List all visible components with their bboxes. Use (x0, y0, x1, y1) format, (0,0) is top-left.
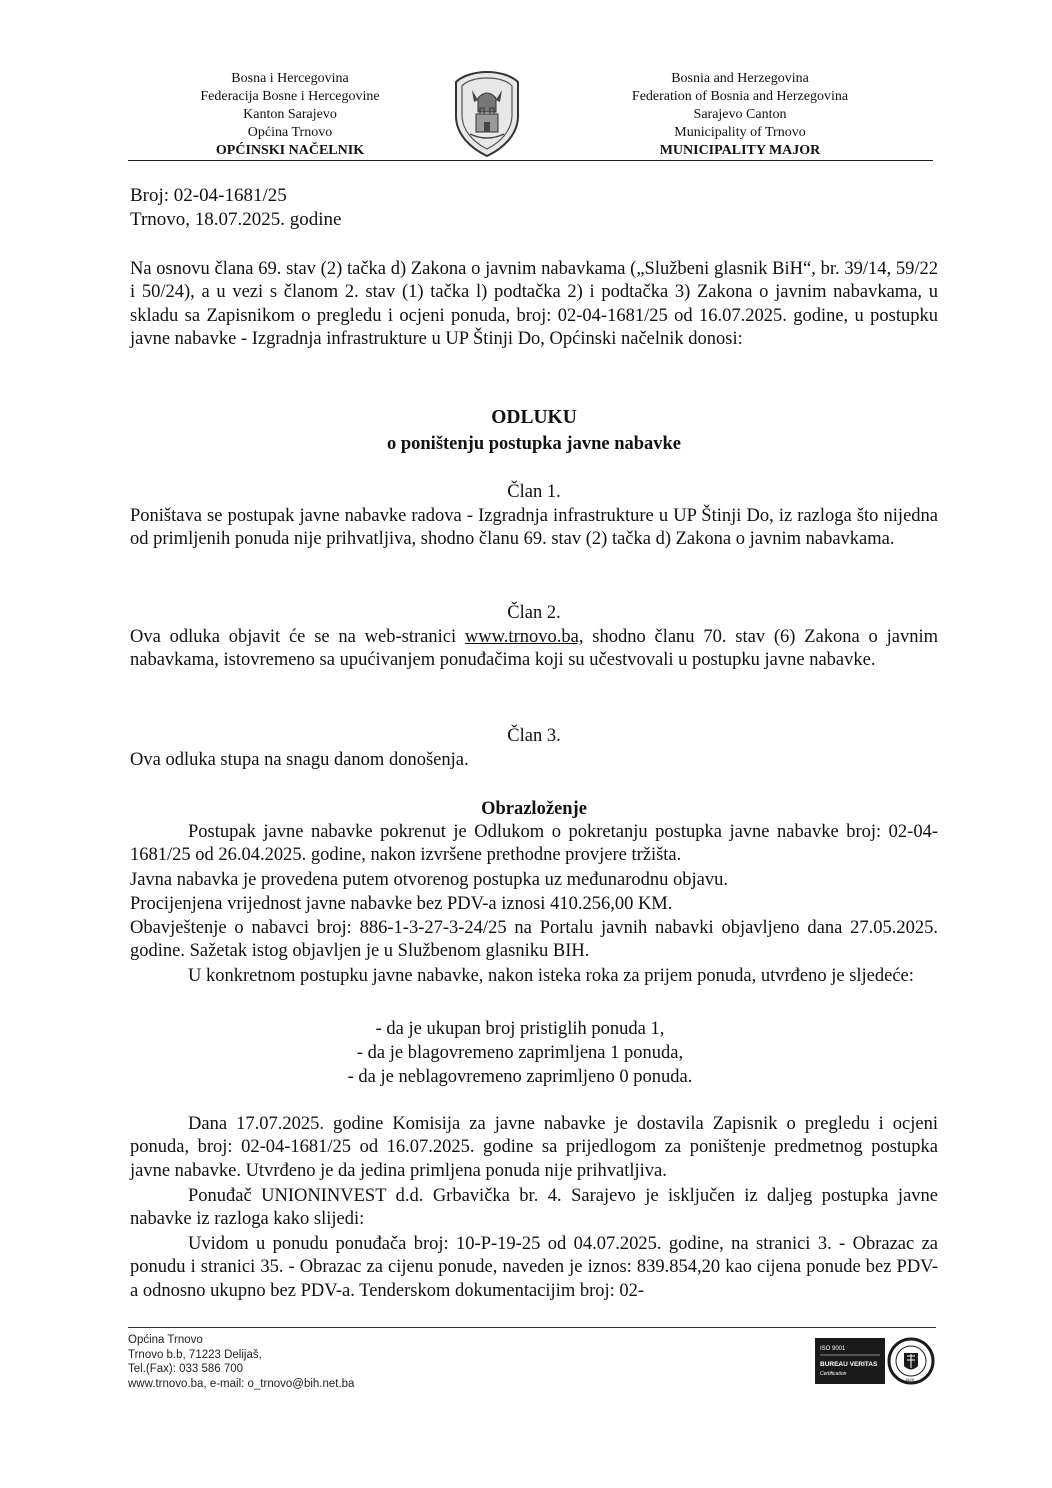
header-right-line: Federation of Bosnia and Herzegovina (631, 89, 849, 104)
coat-of-arms-icon (450, 68, 524, 158)
document-date: Trnovo, 18.07.2025. godine (130, 209, 342, 230)
article-3-text: Ova odluka stupa na snagu danom donošenja. (130, 750, 469, 770)
explanation-paragraph: Dana 17.07.2025. godine Komisija za javne nabavke je dostavila Zapisnik o pregledu i ocjeni ponuda, broj: 02-04-1681/25 od 16.07.2025. godine sa prijedlogom za poništenje predmetnog postupka javne nabavke. Utvrđeno je da jedina primljena ponuda nije prihvatljiva. (130, 1114, 938, 1181)
footer-divider (128, 1327, 936, 1328)
footer-contact (128, 1333, 354, 1391)
bullet-item: - da je ukupan broj pristiglih ponuda 1, (375, 1019, 665, 1039)
article-1-heading: Član 1. (507, 482, 561, 502)
header-right-block (600, 70, 880, 160)
explanation-paragraph: Uvidom u ponudu ponuđača broj: 10-P-19-25 od 04.07.2025. godine, na stranici 3. - Obrazac za ponudu i stranici 35. - Obrazac za cijenu ponude, naveden je iznos: 839.854,20 kao cijena ponude bez PDV-a odnosno ukupno bez PDV-a. Tenderskom dokumentacijim broj: 02- (130, 1234, 938, 1301)
header-left-line: Bosna i Hercegovina (231, 71, 349, 86)
article-2-heading: Član 2. (507, 603, 561, 623)
explanation-paragraph: Ponuđač UNIONINVEST d.d. Grbavička br. 4. Sarajevo je isključen iz daljeg postupka javne nabavke iz razloga kako slijedi: (130, 1186, 938, 1230)
svg-text:Certification: Certification (820, 1371, 847, 1377)
svg-text:BUREAU VERITAS: BUREAU VERITAS (820, 1361, 878, 1368)
bureau-veritas-certification-logo (815, 1336, 937, 1386)
header-left-line: Federacija Bosne i Hercegovine (200, 89, 380, 104)
header-divider (128, 160, 933, 161)
footer-line: Općina Trnovo (128, 1334, 203, 1346)
header-left-office: OPĆINSKI NAČELNIK (215, 143, 365, 158)
header-right-office: MUNICIPALITY MAJOR (659, 143, 821, 158)
website-link[interactable]: www.trnovo.ba, (464, 627, 584, 647)
explanation-paragraph: U konkretnom postupku javne nabavke, nakon isteka roka za prijem ponuda, utvrđeno je sljedeće: (188, 966, 914, 986)
svg-text:ISO 9001: ISO 9001 (820, 1346, 846, 1352)
footer-line: www.trnovo.ba, e-mail: o_trnovo@bih.net.ba (128, 1377, 355, 1390)
document-meta (130, 184, 341, 232)
header-left-block (160, 70, 420, 160)
header-right-line: Sarajevo Canton (693, 107, 787, 122)
article-2-text (130, 626, 938, 673)
document-number: Broj: 02-04-1681/25 (130, 185, 287, 206)
decision-title: ODLUKU (491, 407, 577, 428)
article-3-heading: Član 3. (507, 726, 561, 746)
decision-subtitle: o poništenju postupka javne nabavke (386, 434, 682, 454)
article-2-text-start: Ova odluka objavit će se na web-stranici (130, 627, 465, 647)
header-left-line: Kanton Sarajevo (243, 107, 337, 122)
header-right-line: Bosnia and Herzegovina (671, 71, 809, 86)
footer-line: Tel.(Fax): 033 586 700 (128, 1363, 244, 1375)
bullet-item: - da je blagovremeno zaprimljena 1 ponuda, (356, 1043, 684, 1063)
explanation-line: Procijenjena vrijednost javne nabavke bez PDV-a iznosi 410.256,00 KM. (130, 894, 673, 914)
article-1-text: Poništava se postupak javne nabavke radova - Izgradnja infrastrukture u UP Štinji Do, iz razloga što nijedna od primljenih ponuda nije prihvatljiva, shodno članu 69. stav (2) tačka d) Zakona o javnim nabavkama. (130, 506, 938, 550)
svg-text:1828: 1828 (905, 1377, 914, 1382)
explanation-paragraph: Obavještenje o nabavci broj: 886-1-3-27-3-24/25 na Portalu javnih nabavki objavljeno dana 27.05.2025. godine. Sažetak istog objavljen je u Službenom glasniku BIH. (130, 918, 938, 962)
footer-line: Trnovo b.b, 71223 Delijaš, (128, 1348, 262, 1361)
explanation-heading: Obrazloženje (481, 799, 587, 819)
article-2-text-end: shodno članu 70. stav (6) Zakona o javnim nabavkama, istovremeno sa upućivanjem ponuđačima koji su učestvovali u postupku javne nabavke. (130, 627, 938, 671)
intro-paragraph: Na osnovu člana 69. stav (2) tačka d) Zakona o javnim nabavkama („Službeni glasnik BiH“, br. 39/14, 59/22 i 50/24), a u vezi s članom 2. stav (1) tačka l) podtačka 2) i podtačka 3) Zakona o javnim nabavkama, u skladu sa Zapisnikom o pregledu i ocjeni ponuda, broj: 02-04-1681/25 od 16.07.2025. godine, u postupku javne nabavke - Izgradnja infrastrukture u UP Štinji Do, Općinski načelnik donosi: (130, 259, 938, 350)
explanation-paragraph: Postupak javne nabavke pokrenut je Odlukom o pokretanju postupka javne nabavke broj: 02-04-1681/25 od 26.04.2025. godine, nakon izvršene prethodne provjere tržišta. (130, 822, 938, 866)
explanation-line: Javna nabavka je provedena putem otvorenog postupka uz međunarodnu objavu. (130, 870, 728, 890)
header-right-line: Municipality of Trnovo (674, 125, 806, 140)
header-left-line: Općina Trnovo (247, 125, 333, 140)
bullet-item: - da je neblagovremeno zaprimljeno 0 ponuda. (347, 1067, 693, 1087)
